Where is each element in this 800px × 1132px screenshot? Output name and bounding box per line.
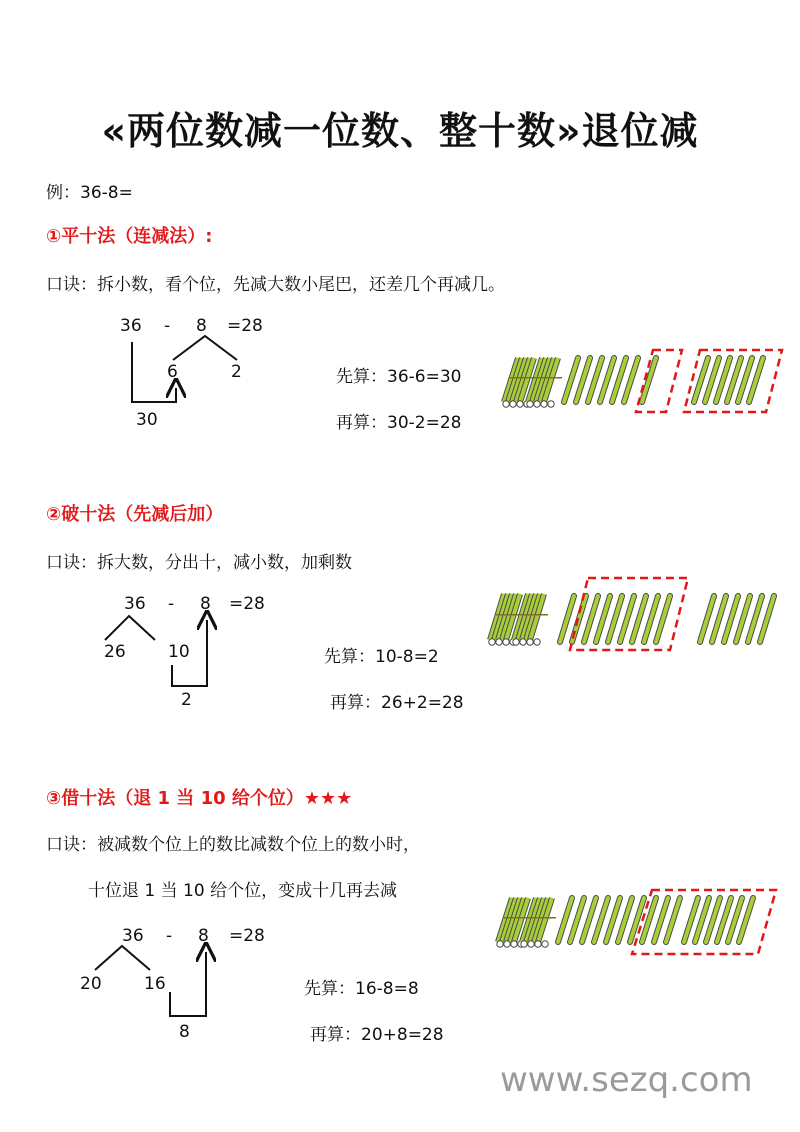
method3-rhyme-line1: 口诀：被减数个位上的数比减数个位上的数小时，	[46, 835, 420, 855]
method3-part-a: 20	[80, 974, 102, 994]
method1-heading: ①平十法（连减法）:	[46, 226, 213, 247]
method2-heading: ②破十法（先减后加）	[46, 504, 224, 525]
watermark: www.sezq.com	[500, 1060, 753, 1100]
method3-part-b: 16	[144, 974, 166, 994]
method2-diagram	[105, 616, 207, 686]
method2-part-a: 26	[104, 642, 126, 662]
method2-subtrahend: 8	[200, 594, 211, 614]
sticks-illustration-method3	[486, 880, 786, 960]
method2-part-b: 10	[168, 642, 190, 662]
method3-rhyme-line2: 十位退 1 当 10 给个位，变成十几再去减	[88, 881, 398, 901]
method2-minuend: 36	[124, 594, 146, 614]
method3-subtrahend: 8	[198, 926, 209, 946]
method2-rhyme: 口诀：拆大数，分出十，减小数，加剩数	[46, 553, 352, 573]
method2-below: 2	[181, 690, 192, 710]
method1-minus: -	[164, 316, 171, 336]
method3-below: 8	[179, 1022, 190, 1042]
sticks-illustration-method2	[478, 572, 794, 662]
method1-rhyme: 口诀：拆小数，看个位，先减大数小尾巴，还差几个再减几。	[46, 275, 505, 295]
method3-step1: 先算：16-8=8	[304, 979, 419, 999]
method1-step2: 再算：30-2=28	[336, 413, 462, 433]
page-title: «两位数减一位数、整十数»退位减	[101, 109, 699, 153]
method1-result: =28	[227, 316, 263, 336]
method3-minus: -	[166, 926, 173, 946]
method3-diagram	[95, 946, 206, 1016]
method1-part-a: 6	[167, 362, 178, 382]
method2-result: =28	[229, 594, 265, 614]
method2-step1: 先算：10-8=2	[324, 647, 439, 667]
method2-step2: 再算：26+2=28	[330, 693, 464, 713]
method2-minus: -	[168, 594, 175, 614]
method3-minuend: 36	[122, 926, 144, 946]
sticks-illustration-method1	[490, 340, 790, 420]
method1-diagram	[132, 336, 237, 402]
method3-heading: ③借十法（退 1 当 10 给个位）★★★	[46, 788, 353, 809]
method1-part-b: 2	[231, 362, 242, 382]
method1-minuend: 36	[120, 316, 142, 336]
example-text: 例：36-8=	[46, 183, 133, 203]
method3-step2: 再算：20+8=28	[310, 1025, 444, 1045]
method1-below: 30	[136, 410, 158, 430]
method3-result: =28	[229, 926, 265, 946]
method1-subtrahend: 8	[196, 316, 207, 336]
method1-step1: 先算：36-6=30	[336, 367, 462, 387]
